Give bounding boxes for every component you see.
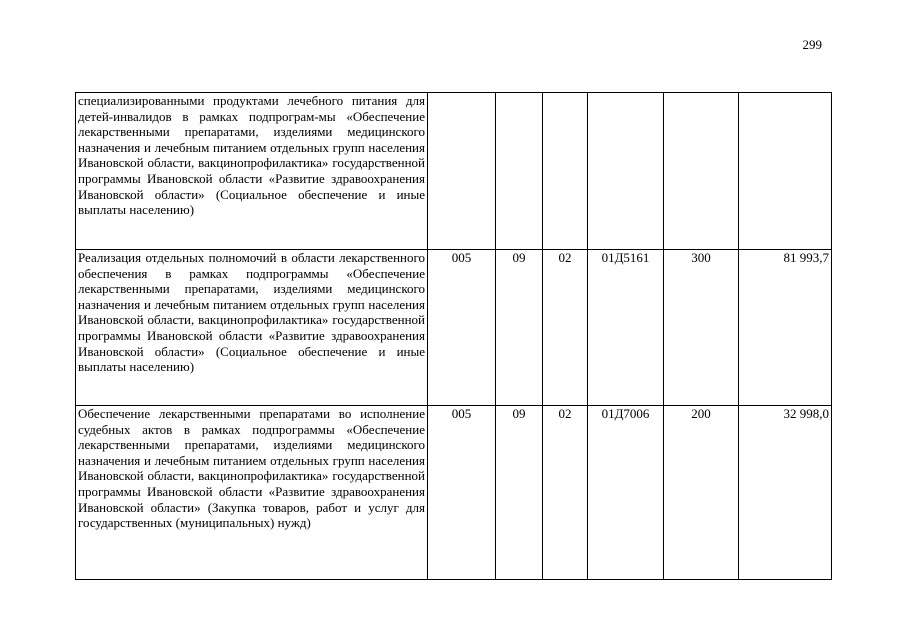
row-description: специализированными продуктами лечебного питания для детей-инвалидов в рамках подпрограм-мы «Обеспечение лекарственными препаратами, изделиями медицинского назначения и лечебным питанием отдельных групп населения Ивановской области, вакцинопрофилактика» государственной программы Ивановской области «Развитие здравоохранения Ивановской области» (Социальное обеспечение и иные выплаты населению) — [76, 93, 428, 250]
ministry-code: 005 — [428, 406, 496, 580]
expense-type-code — [664, 93, 739, 250]
subsection-code: 02 — [543, 406, 588, 580]
section-code: 09 — [496, 406, 543, 580]
subsection-code — [543, 93, 588, 250]
ministry-code — [428, 93, 496, 250]
amount: 81 993,7 — [739, 250, 832, 406]
expense-type-code: 300 — [664, 250, 739, 406]
page-number: 299 — [802, 37, 822, 52]
target-article-code — [588, 93, 664, 250]
amount — [739, 93, 832, 250]
row-description: Обеспечение лекарственными препаратами во исполнение судебных актов в рамках подпрограммы «Обеспечение лекарственными препаратами, изделиями медицинского назначения и лечебным питанием отдельных групп населения Ивановской области, вакцинопрофилактика» государственной программы Ивановской области «Развитие здравоохранения Ивановской области» (Закупка товаров, работ и услуг для государственных (муниципальных) нужд) — [76, 406, 428, 580]
subsection-code: 02 — [543, 250, 588, 406]
target-article-code: 01Д7006 — [588, 406, 664, 580]
table-row — [76, 250, 832, 406]
table-row — [76, 93, 832, 250]
section-code: 09 — [496, 250, 543, 406]
amount: 32 998,0 — [739, 406, 832, 580]
row-description: Реализация отдельных полномочий в области лекарственного обеспечения в рамках подпрограммы «Обеспечение лекарственными препаратами, изделиями медицинского назначения и лечебным питанием отдельных групп населения Ивановской области, вакцинопрофилактика» государственной программы Ивановской области «Развитие здравоохранения Ивановской области» (Социальное обеспечение и иные выплаты населению) — [76, 250, 428, 406]
budget-table — [75, 92, 832, 580]
ministry-code: 005 — [428, 250, 496, 406]
table-row — [76, 406, 832, 580]
expense-type-code: 200 — [664, 406, 739, 580]
target-article-code: 01Д5161 — [588, 250, 664, 406]
section-code — [496, 93, 543, 250]
